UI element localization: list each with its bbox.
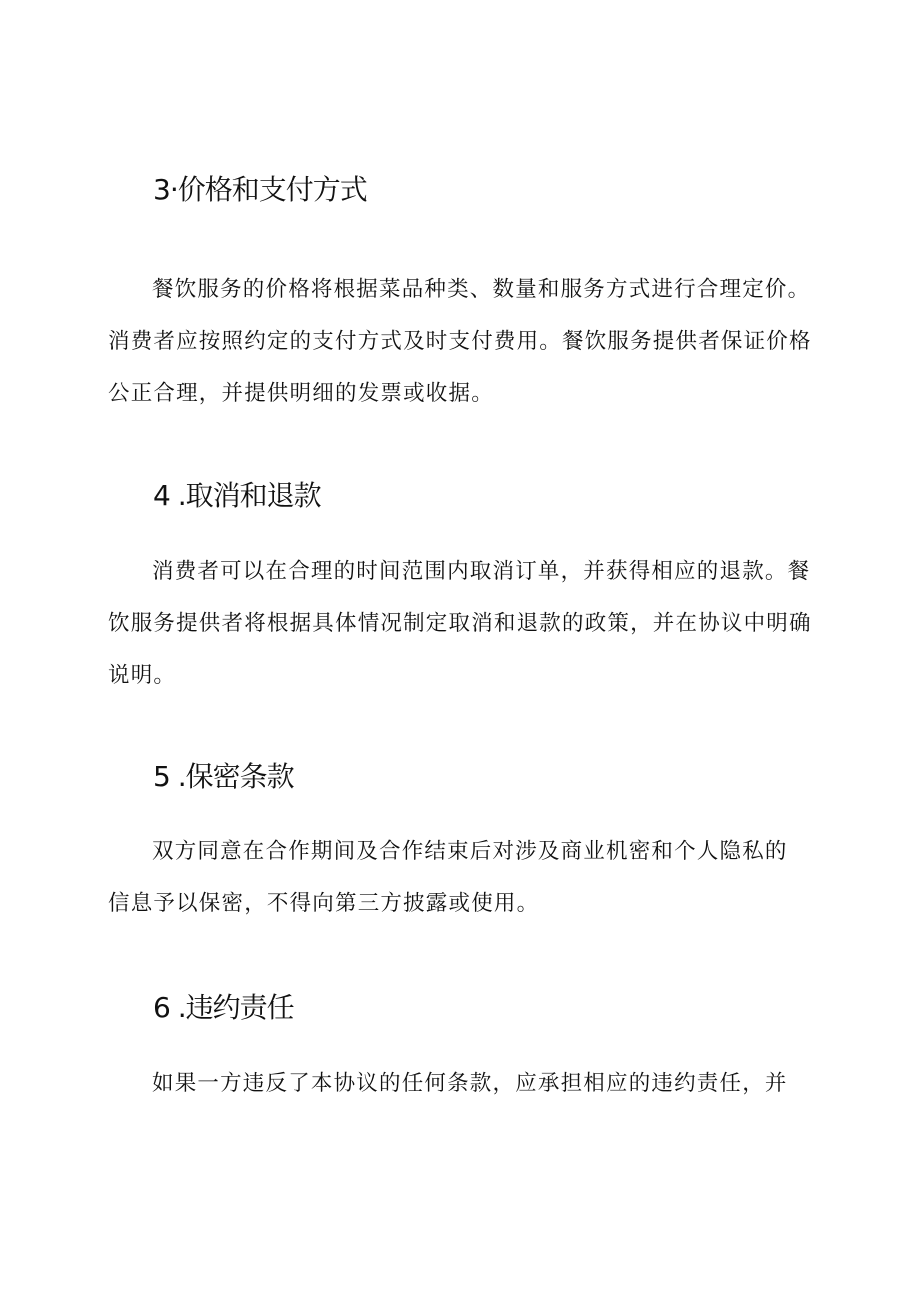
section-body-confidentiality bbox=[108, 826, 788, 930]
paragraph-line: 饮服务提供者将根据具体情况制定取消和退款的政策，并在协议中明确 bbox=[108, 611, 812, 636]
paragraph-line: 消费者应按照约定的支付方式及时支付费用。餐饮服务提供者保证价格 bbox=[108, 329, 812, 354]
paragraph-line: 双方同意在合作期间及合作结束后对涉及商业机密和个人隐私的 bbox=[152, 839, 788, 864]
paragraph-line: 消费者可以在合理的时间范围内取消订单，并获得相应的退款。餐 bbox=[152, 559, 811, 584]
section-heading-cancellation: 4 .取消和退款 bbox=[153, 479, 321, 512]
paragraph-line: 如果一方违反了本协议的任何条款，应承担相应的违约责任，并 bbox=[152, 1071, 788, 1096]
section-heading-confidentiality: 5 .保密条款 bbox=[153, 760, 294, 793]
paragraph-line: 说明。 bbox=[108, 663, 177, 688]
section-body-liability bbox=[108, 1058, 788, 1110]
section-body-pricing bbox=[108, 264, 812, 420]
section-heading-liability: 6 .违约责任 bbox=[153, 991, 294, 1024]
paragraph-line: 信息予以保密，不得向第三方披露或使用。 bbox=[108, 891, 540, 916]
section-heading-pricing: 3·价格和支付方式 bbox=[153, 173, 367, 206]
paragraph-line: 公正合理，并提供明细的发票或收据。 bbox=[108, 381, 494, 406]
section-body-cancellation bbox=[108, 546, 812, 702]
paragraph-line: 餐饮服务的价格将根据菜品种类、数量和服务方式进行合理定价。 bbox=[152, 277, 811, 302]
